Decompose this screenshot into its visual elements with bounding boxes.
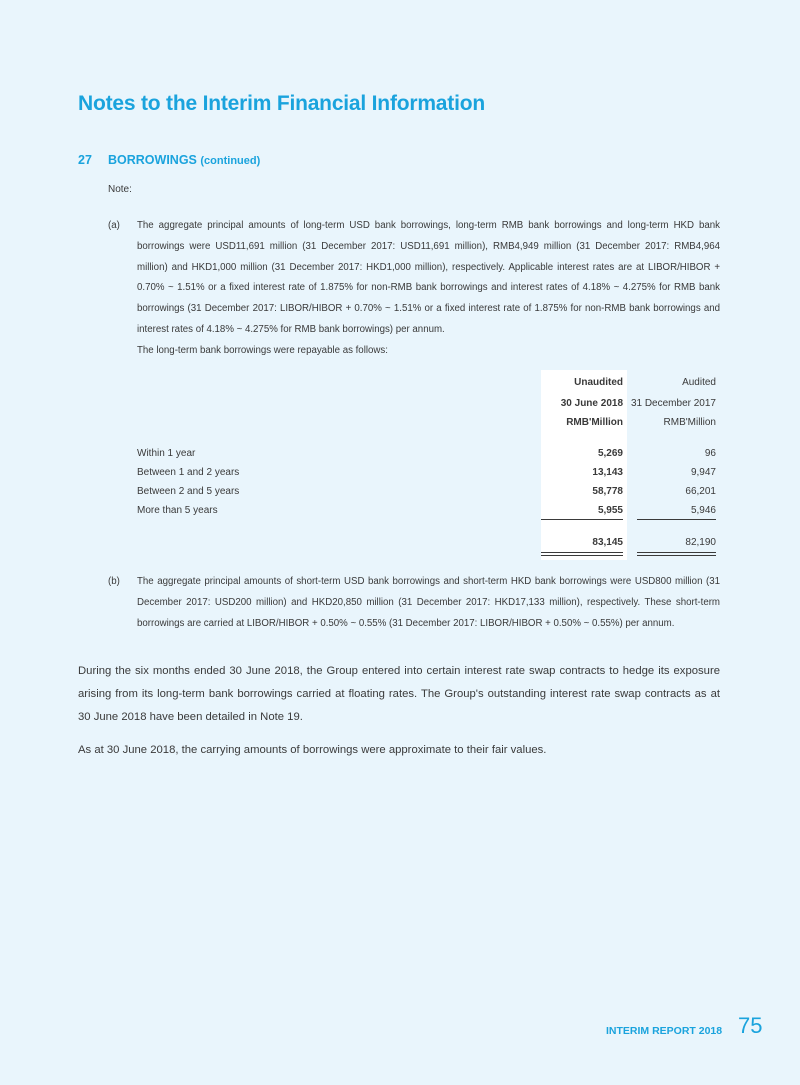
total-current-value: 83,145 (592, 537, 623, 548)
header-prior-unit: RMB'Million (663, 417, 716, 428)
row-label: More than 5 years (137, 505, 218, 516)
row-prior-value: 9,947 (690, 467, 716, 478)
row-label: Within 1 year (137, 448, 196, 459)
footer-report-name: INTERIM REPORT 2018 (606, 1025, 723, 1037)
row-current-value: 58,778 (592, 486, 623, 497)
page-title: Notes to the Interim Financial Information (78, 92, 485, 115)
section-title: BORROWINGS (108, 153, 197, 167)
header-prior-date: 31 December 2017 (630, 398, 716, 409)
note-label: Note: (108, 184, 132, 195)
note-item-a (108, 216, 720, 341)
header-prior-status: Audited (682, 377, 716, 388)
row-prior-value: 66,201 (685, 486, 716, 497)
paragraph-fair-value: As at 30 June 2018, the carrying amounts of borrowings were approximate to their fair values. (78, 744, 547, 756)
note-item-a-text: The aggregate principal amounts of long-term USD bank borrowings, long-term RMB bank borrowings and long-term HKD bank borrowings were USD11,691 million (31 December 2017: USD11,691 million), RMB4,949 million (31 December 2017: RMB4,964 million) and HKD1,000 million (31 December 2017: HKD1,000 million), respectively. Applicable interest rates are at LIBOR/HIBOR + 0.70% ~ 1.51% or a fixed interest rate of 1.875% for non-RMB bank borrowings and interest rates of 4.18% ~ 4.275% for RMB bank borrowings (31 December 2017: LIBOR/HIBOR + 0.70% ~ 1.51% or a fixed interest rate of 1.875% for non-RMB bank borrowings and interest rates of 4.18% ~ 4.275% for RMB bank borrowings) per annum. (137, 220, 720, 335)
section-number: 27 (78, 153, 92, 167)
row-current-value: 13,143 (592, 467, 623, 478)
row-label: Between 1 and 2 years (137, 467, 240, 478)
subtotal-rule-current (541, 519, 623, 520)
row-current-value: 5,269 (597, 448, 623, 459)
subtotal-rule-prior (637, 519, 716, 520)
section-continued: (continued) (200, 155, 261, 167)
row-prior-value: 96 (704, 448, 716, 459)
row-current-value: 5,955 (597, 505, 623, 516)
note-item-b-marker: (b) (108, 576, 120, 587)
header-current-unit: RMB'Million (566, 417, 623, 428)
repayment-intro: The long-term bank borrowings were repayable as follows: (137, 345, 388, 356)
total-double-rule-prior-bottom (637, 555, 716, 556)
header-current-status: Unaudited (574, 377, 623, 388)
total-double-rule-current-top (541, 552, 623, 553)
note-item-b (108, 572, 720, 634)
page-number: 75 (738, 1013, 763, 1038)
note-item-a-marker: (a) (108, 220, 120, 231)
header-current-date: 30 June 2018 (560, 398, 623, 409)
total-double-rule-current-bottom (541, 555, 623, 556)
section-heading (78, 153, 260, 167)
note-item-b-text: The aggregate principal amounts of short-term USD bank borrowings and short-term HKD bank borrowings were USD800 million (31 December 2017: USD200 million) and HKD20,850 million (31 December 2017: HKD17,133 million), respectively. These short-term borrowings are carried at LIBOR/HIBOR + 0.50% ~ 0.55% (31 December 2017: LIBOR/HIBOR + 0.50% ~ 0.55%) per annum. (137, 576, 720, 629)
paragraph-interest-rate-swap: During the six months ended 30 June 2018, the Group entered into certain interest rate swap contracts to hedge its exposure arising from its long-term bank borrowings carried at floating rates. The Group's outstanding interest rate swap contracts as at 30 June 2018 have been detailed in Note 19. (78, 665, 720, 723)
row-label: Between 2 and 5 years (137, 486, 240, 497)
total-double-rule-prior-top (637, 552, 716, 553)
total-prior-value: 82,190 (685, 537, 716, 548)
row-prior-value: 5,946 (690, 505, 716, 516)
